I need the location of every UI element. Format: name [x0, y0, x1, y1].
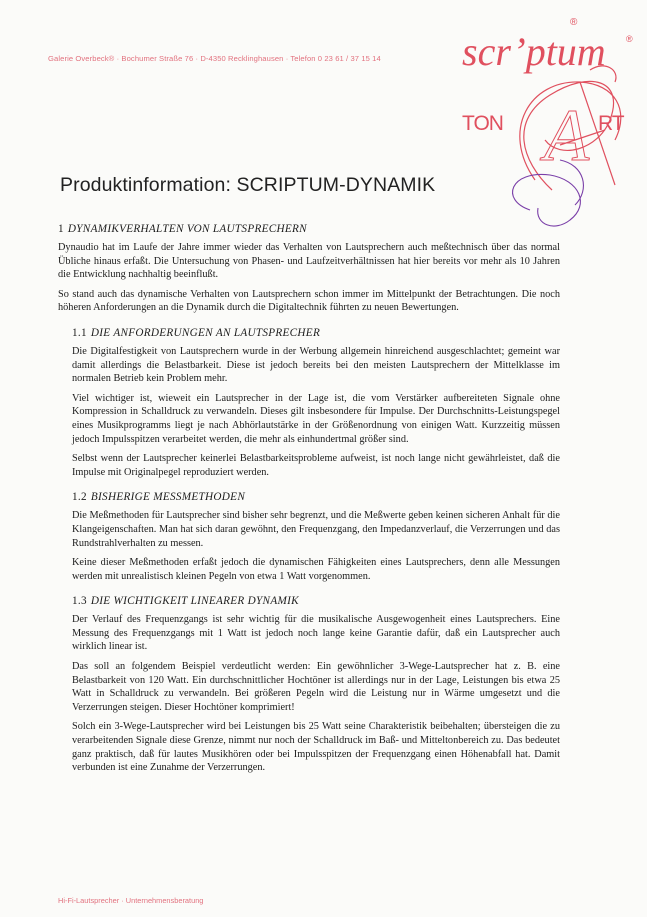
section-number: 1.2 [72, 491, 87, 504]
page-title: Produktinformation: SCRIPTUM-DYNAMIK [60, 174, 436, 196]
section-1-1 [58, 327, 560, 479]
section-heading [72, 491, 560, 503]
section-heading-text: BISHERIGE MESSMETHODEN [90, 491, 246, 504]
paragraph: Der Verlauf des Frequenzgangs ist sehr wichtig für die musikalische Ausgewogenheit eines Lautsprechers. Eine Messung des Frequenzgangs mit 1 Watt ist jedoch noch lange keine Garantie dafür, daß ein Lautsprecher auch wirklich linear ist. [72, 614, 560, 653]
paragraph: Keine dieser Meßmethoden erfaßt jedoch die dynamischen Fähigkeiten eines Lautsprechers, denn alle Messungen werden mit unrealistisch kleinen Pegeln von etwa 1 Watt vorgenommen. [72, 557, 560, 582]
logo-rt: RT [598, 112, 624, 135]
paragraph: Die Meßmethoden für Lautsprecher sind bisher sehr begrenzt, und die Meßwerte geben keinen sicheren Anhalt für die Klangeigenschaften. Man hat sich daran gewöhnt, den Frequenzgang, den Impedanzverlauf, die Verzerrungen und das Rundstrahlverhalten zu messen. [72, 510, 560, 549]
logo-registered-mark: ® [570, 17, 578, 28]
paragraph: Viel wichtiger ist, wieweit ein Lautsprecher in der Lage ist, die vom Verstärker aufbereiteten Signale ohne Kompression in Schalldruck zu verwandeln. Dieses gilt insbesondere für Impulse. Der Durchschnitts-Leistungspegel eines Musikprogramms liegt je nach Abhörlautstärke in der Größenordnung von einigen Watt. Kurzzeitig müssen jedoch Impulsspitzen verarbeitet werden, die mehr als einhundertmal größer sind. [72, 392, 560, 445]
scriptum-tonart-logo [440, 10, 640, 230]
letterhead-footer: Hi-Fi-Lautsprecher · Unternehmensberatung [58, 896, 204, 905]
section-1 [58, 223, 560, 315]
section-1-2 [58, 491, 560, 583]
section-heading [58, 223, 560, 235]
paragraph: Selbst wenn der Lautsprecher keinerlei Belastbarkeitsprobleme aufweist, ist noch lange nicht gewährleistet, daß die Impulse mit Originalpegel reproduziert werden. [72, 453, 560, 478]
section-number: 1.1 [72, 326, 87, 339]
document-body [58, 223, 560, 781]
section-number: 1.3 [72, 595, 87, 608]
logo-ton: TON [462, 112, 503, 135]
section-heading [72, 327, 560, 339]
paragraph: Die Digitalfestigkeit von Lautsprechern wurde in der Werbung allgemein hinreichend ausgeschlachtet; gemeint war damit allerdings die Belastbarkeit. Diese ist jedoch bereits bei den meisten Lautsprechern der Mittelklasse im normalen Betrieb kein Problem mehr. [72, 345, 560, 385]
paragraph: Das soll an folgendem Beispiel verdeutlicht werden: Ein gewöhnlicher 3-Wege-Lautsprecher hat z. B. eine Belastbarkeit von 120 Watt. Ein durchschnittlicher Hochtöner ist allerdings nur in der Lage, Leistungen bis etwa 25 Watt in Schalldruck zu verwandeln. Bei größeren Pegeln wird die Leistung nur in Wärme umgesetzt und die Verzerrungen steigen. Dieser Hochtöner komprimiert! [72, 661, 560, 713]
paragraph: Solch ein 3-Wege-Lautsprecher wird bei Leistungen bis 25 Watt seine Charakteristik beibehalten; übersteigen die zu verarbeitenden Signale diese Grenze, nimmt nur noch der Schalldruck im Baß- und Mitteltonbereich zu. Das bedeutet ganz praktisch, daß für lautes Musikhören oder bei Impulsspitzen der Frequenzgang einen Höhenabfall hat. Damit verbunden ist eine Zunahme der Verzerrungen. [72, 721, 560, 774]
logo-word: scr’ptum [462, 29, 606, 74]
section-heading [72, 595, 560, 607]
section-heading-text: DIE WICHTIGKEIT LINEARER DYNAMIK [90, 595, 299, 608]
section-heading-text: DYNAMIKVERHALTEN VON LAUTSPRECHERN [67, 223, 307, 235]
logo-registered-mark-2: ® [626, 34, 633, 44]
logo-art-letter: A [544, 95, 590, 177]
paragraph: So stand auch das dynamische Verhalten von Lautsprechern schon immer im Mittelpunkt der Betrachtungen. Die noch höheren Anforderungen an die Dynamik durch die Digitaltechnik führten zu neuen Bewertungen. [58, 288, 560, 314]
section-number: 1 [58, 223, 64, 235]
section-1-3 [58, 595, 560, 775]
paragraph: Dynaudio hat im Laufe der Jahre immer wieder das Verhalten von Lautsprechern auch meßtechnisch über das normal Übliche hinaus erfaßt. Die Untersuchung von Phasen- und Laufzeitverhältnissen hat hier bereits vor mehr als 10 Jahren die Entwicklung nachhaltig beeinflußt. [58, 242, 560, 281]
letterhead-address: Galerie Overbeck® · Bochumer Straße 76 · D-4350 Recklinghausen · Telefon 0 23 61 / 37 15 14 [48, 54, 381, 63]
section-heading-text: DIE ANFORDERUNGEN AN LAUTSPRECHER [90, 326, 321, 339]
